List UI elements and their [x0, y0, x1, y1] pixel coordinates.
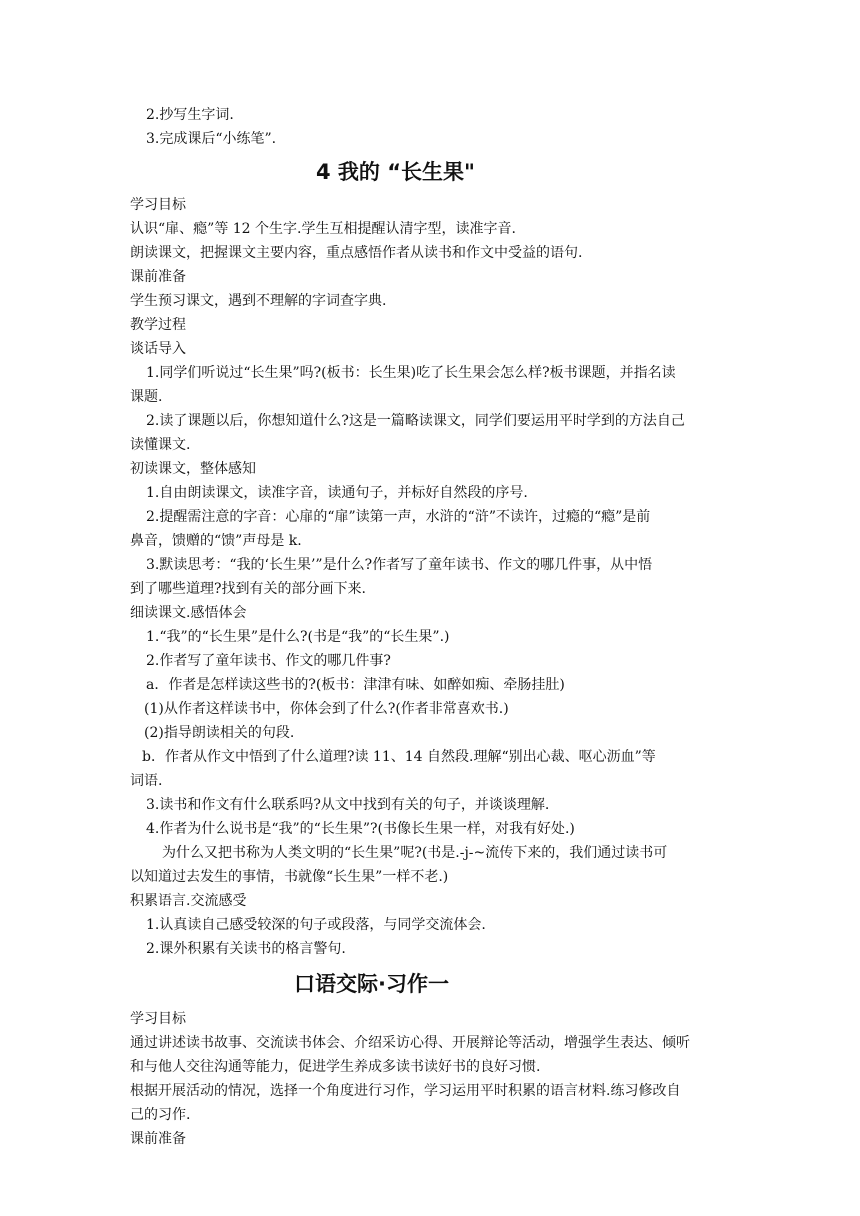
- lesson4-detail-2b-b: 词语.: [130, 773, 163, 789]
- lesson4-accum-2: 2.课外积累有关读书的格言警句.: [146, 941, 346, 957]
- lesson4-goal-1: 认识“扉、瘾”等 12 个生字.学生互相提醒认清字型，读准字音.: [130, 221, 516, 237]
- lesson4-title: 4 我的 “长生果": [316, 160, 475, 184]
- lesson4-detail-2: 2.作者写了童年读书、作文的哪几件事?: [146, 653, 391, 669]
- lesson4-detail-2a-1: (1)从作者这样读书中，你体会到了什么?(作者非常喜欢书.): [144, 701, 509, 717]
- lesson4-detail-1: 1.“我”的“长生果”是什么?(书是“我”的“长生果”.): [146, 629, 450, 645]
- lesson4-first-2a: 2.提醒需注意的字音：心扉的“扉”读第一声，水浒的“浒”不读许，过瘾的“瘾”是前: [146, 509, 651, 525]
- oral-goal-1a: 通过讲述读书故事、交流读书体会、介绍采访心得、开展辩论等活动，增强学生表达、倾听: [130, 1035, 690, 1051]
- lesson4-detail-2b-a: b．作者从作文中悟到了什么道理?读 11、14 自然段.理解“别出心裁、呕心沥血”等: [142, 749, 656, 765]
- lesson4-detail-3: 3.读书和作文有什么联系吗?从文中找到有关的句子，并谈谈理解.: [146, 797, 550, 813]
- lesson4-detail-4: 4.作者为什么说书是“我”的“长生果”?(书像长生果一样，对我有好处.): [146, 821, 575, 837]
- oral-goal-1b: 和与他人交往沟通等能力，促进学生养成多读书读好书的良好习惯.: [130, 1059, 541, 1075]
- oral-title: 口语交际·习作一: [294, 972, 449, 996]
- lesson4-goal-2: 朗读课文，把握课文主要内容，重点感悟作者从读书和作文中受益的语句.: [130, 245, 583, 261]
- lesson4-first-2b: 鼻音，馈赠的“馈”声母是 k.: [130, 533, 302, 549]
- oral-prep-heading: 课前准备: [130, 1131, 186, 1147]
- lesson4-goal-heading: 学习目标: [130, 197, 186, 213]
- lesson4-first-1: 1.自由朗读课文，读准字音，读通句子，并标好自然段的序号.: [146, 485, 528, 501]
- lesson4-intro-1b: 课题.: [130, 389, 163, 405]
- lesson4-first-3b: 到了哪些道理?找到有关的部分画下来.: [130, 581, 366, 597]
- lesson4-detail-2a-2: (2)指导朗读相关的句段.: [144, 725, 295, 741]
- lesson4-intro-1a: 1.同学们听说过“长生果”吗?(板书：长生果)吃了长生果会怎么样?板书课题，并指名读: [146, 365, 676, 381]
- lesson4-intro-heading: 谈话导入: [130, 341, 186, 357]
- oral-goal-heading: 学习目标: [130, 1011, 186, 1027]
- lesson4-detail-2a: a．作者是怎样读这些书的?(板书：津津有味、如醉如痴、牵肠挂肚): [146, 677, 565, 693]
- lesson4-prep-1: 学生预习课文，遇到不理解的字词查字典.: [130, 293, 387, 309]
- lesson4-process-heading: 教学过程: [130, 317, 186, 333]
- lesson4-detail-4x-b: 以知道过去发生的事情，书就像“长生果”一样不老.): [130, 869, 449, 885]
- oral-goal-2b: 己的习作.: [130, 1107, 191, 1123]
- top-item-3: 3.完成课后“小练笔”.: [146, 131, 277, 147]
- lesson4-prep-heading: 课前准备: [130, 269, 186, 285]
- lesson4-detail-4x-a: 为什么又把书称为人类文明的“长生果”呢?(书是.-j-~流传下来的，我们通过读书可: [162, 845, 668, 861]
- lesson4-detail-heading: 细读课文.感悟体会: [130, 605, 247, 621]
- lesson4-first-heading: 初读课文，整体感知: [130, 461, 256, 477]
- lesson4-first-3a: 3.默读思考：“我的‘长生果’”是什么?作者写了童年读书、作文的哪几件事，从中悟: [146, 557, 653, 573]
- lesson4-accum-1: 1.认真读自己感受较深的句子或段落，与同学交流体会.: [146, 917, 486, 933]
- lesson4-intro-2a: 2.读了课题以后，你想知道什么?这是一篇略读课文，同学们要运用平时学到的方法自己: [146, 413, 685, 429]
- lesson4-intro-2b: 读懂课文.: [130, 437, 191, 453]
- top-item-2: 2.抄写生字词.: [146, 107, 234, 123]
- lesson4-accum-heading: 积累语言.交流感受: [130, 893, 247, 909]
- oral-goal-2a: 根据开展活动的情况，选择一个角度进行习作，学习运用平时积累的语言材料.练习修改自: [130, 1083, 681, 1099]
